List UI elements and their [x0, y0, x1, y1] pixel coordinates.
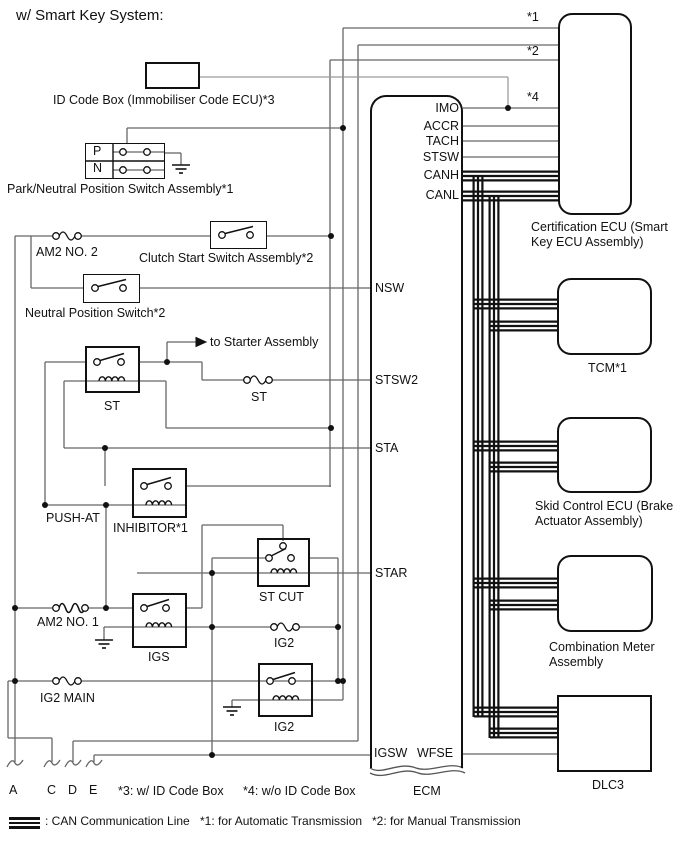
ecm-pin-stsw2: STSW2 — [375, 373, 419, 387]
combination-meter-label-2: Assembly — [549, 655, 604, 669]
ecm-pin-sta: STA — [375, 441, 399, 455]
certification-ecu-box — [558, 13, 632, 215]
st-cut-relay-label: ST CUT — [259, 590, 304, 604]
skid-control-ecu-box — [557, 417, 652, 493]
st-relay-label: ST — [104, 399, 120, 413]
st-relay-box — [85, 346, 140, 393]
terminal-a: A — [9, 783, 18, 797]
ecm-pin-canh: CANH — [423, 168, 459, 182]
ecm-pin-canl: CANL — [425, 188, 459, 202]
ecm-pin-igsw: IGSW — [374, 746, 408, 760]
st-fuse-label: ST — [251, 390, 267, 404]
ecm-pin-imo: IMO — [435, 101, 459, 115]
neutral-position-switch-box — [83, 274, 140, 303]
tcm-label: TCM*1 — [588, 361, 627, 375]
clutch-start-switch-label: Clutch Start Switch Assembly*2 — [139, 251, 314, 265]
combination-meter-box — [557, 555, 653, 632]
skid-control-ecu-label-1: Skid Control ECU (Brake — [535, 499, 674, 513]
terminal-c: C — [47, 783, 57, 797]
certification-ecu-label-2: Key ECU Assembly) — [531, 235, 644, 249]
combination-meter-label-1: Combination Meter — [549, 640, 655, 654]
id-code-box-label: ID Code Box (Immobiliser Code ECU)*3 — [53, 93, 275, 107]
terminal-e: E — [89, 783, 98, 797]
page-title: w/ Smart Key System: — [16, 7, 164, 24]
am2-no1-fuse-label: AM2 NO. 1 — [37, 615, 99, 629]
marker-4: *4 — [527, 90, 539, 104]
note-3: *3: w/ ID Code Box — [118, 784, 224, 798]
marker-1: *1 — [527, 10, 539, 24]
ecm-pin-stsw: STSW — [422, 150, 459, 164]
certification-ecu-label-1: Certification ECU (Smart — [531, 220, 668, 234]
to-starter-note: to Starter Assembly — [210, 335, 319, 349]
can-line-swatch — [9, 817, 40, 829]
tcm-box — [557, 278, 652, 355]
inhibitor-relay-box — [132, 468, 187, 518]
igs-relay-box — [132, 593, 187, 648]
ecm-pin-star: STAR — [375, 566, 408, 580]
dlc3-label: DLC3 — [592, 778, 624, 792]
pn-cell-n: N — [93, 161, 103, 175]
ig2-relay-label: IG2 — [274, 720, 295, 734]
ecm-pin-wfse: WFSE — [417, 746, 454, 760]
ecm-label: ECM — [413, 784, 441, 798]
ig2-relay-box — [258, 663, 313, 717]
igs-relay-label: IGS — [148, 650, 170, 664]
skid-control-ecu-label-2: Actuator Assembly) — [535, 514, 643, 528]
legend-auto: *1: for Automatic Transmission — [200, 814, 363, 828]
inhibitor-relay-label: INHIBITOR*1 — [113, 521, 188, 535]
push-at-fuse-label: PUSH-AT — [46, 511, 100, 525]
clutch-start-switch-box — [210, 221, 267, 249]
dlc3-box — [557, 695, 652, 772]
legend-can: : CAN Communication Line — [45, 814, 190, 828]
ecm-pin-tach: TACH — [425, 134, 459, 148]
st-cut-relay-box — [257, 538, 310, 587]
ecm-pin-nsw: NSW — [375, 281, 405, 295]
note-4: *4: w/o ID Code Box — [243, 784, 356, 798]
terminal-d: D — [68, 783, 78, 797]
park-neutral-switch-label: Park/Neutral Position Switch Assembly*1 — [7, 182, 234, 196]
id-code-box — [145, 62, 200, 89]
marker-2: *2 — [527, 44, 539, 58]
ig2-main-fuse-label: IG2 MAIN — [40, 691, 95, 705]
ig2-fuse-label: IG2 — [274, 636, 295, 650]
neutral-position-switch-label: Neutral Position Switch*2 — [25, 306, 166, 320]
ecm-pin-accr: ACCR — [423, 119, 459, 133]
am2-no2-fuse-label: AM2 NO. 2 — [36, 245, 98, 259]
pn-cell-p: P — [93, 144, 102, 158]
legend-manual: *2: for Manual Transmission — [372, 814, 521, 828]
